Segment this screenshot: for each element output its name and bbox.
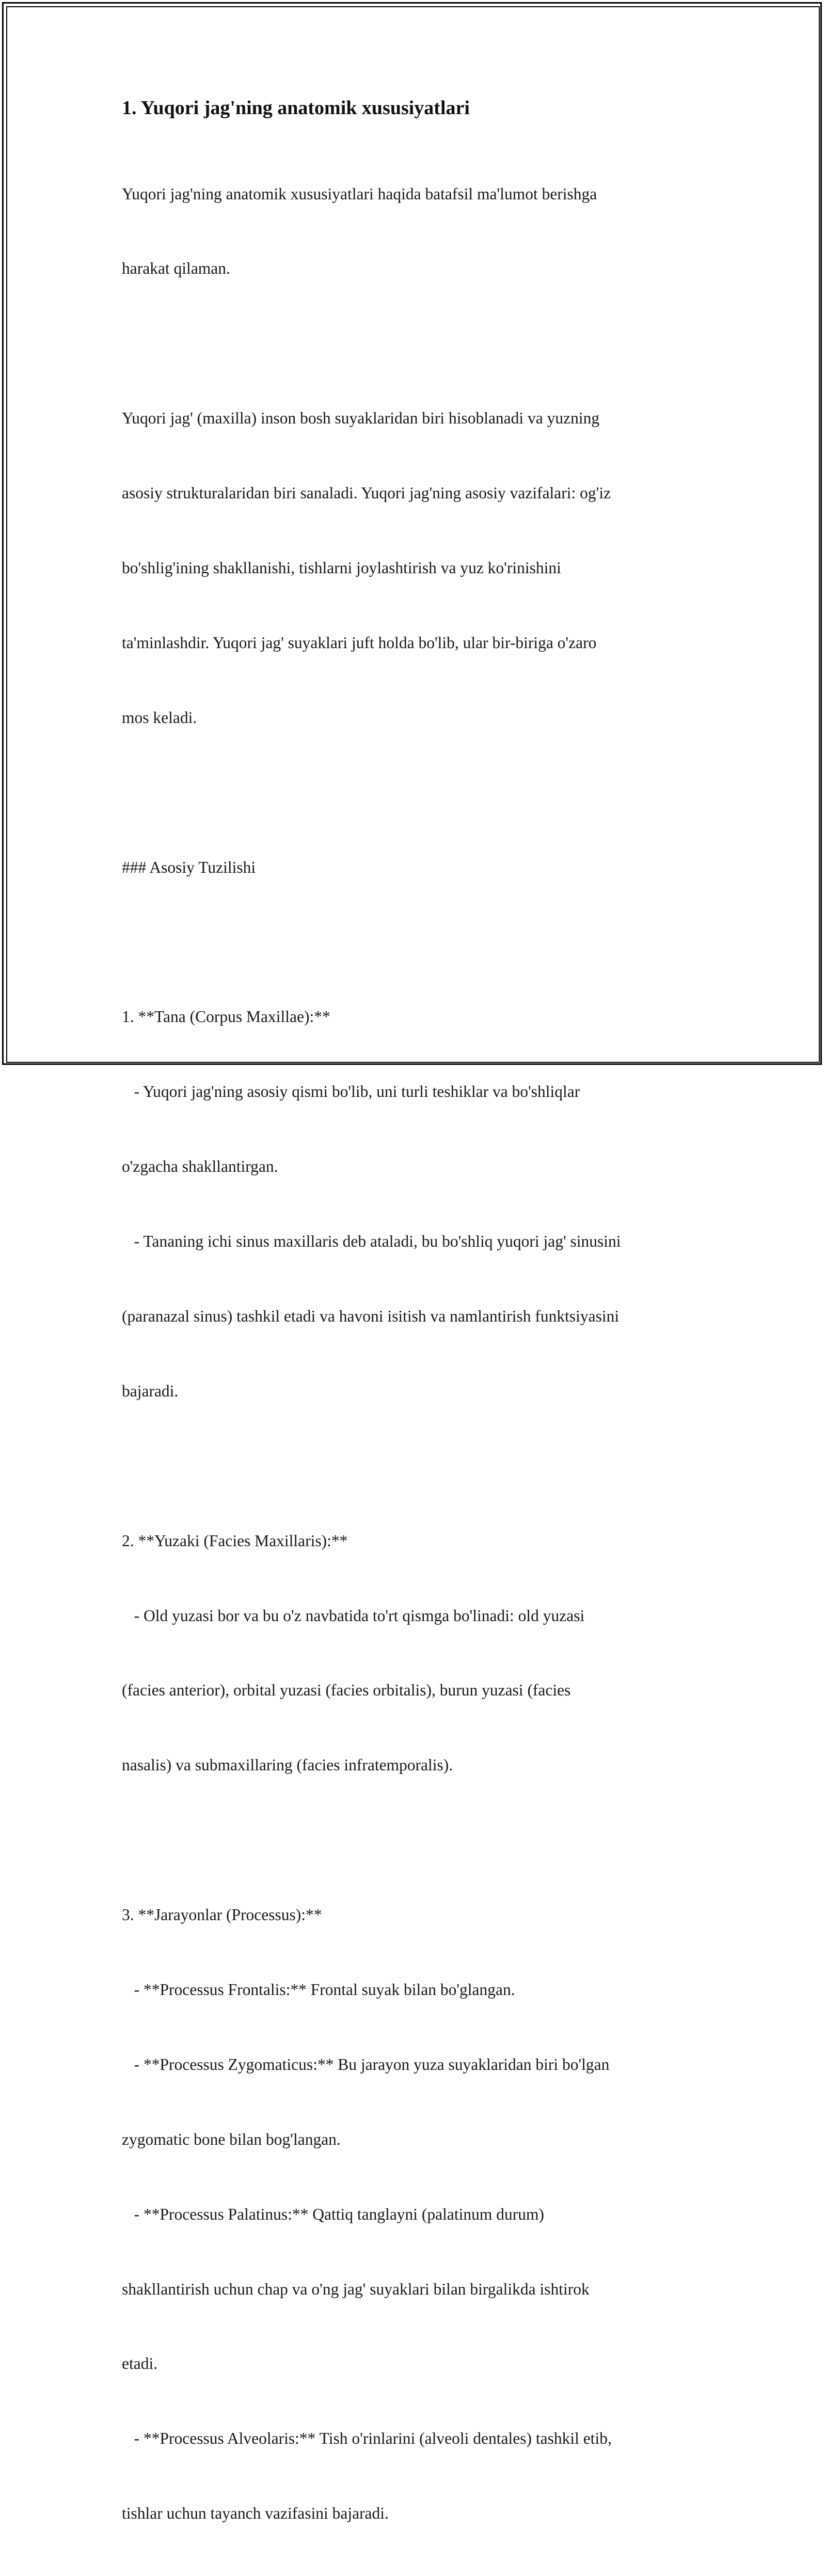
text-line: Yuqori jag' (maxilla) inson bosh suyaklaridan biri hisoblanadi va yuzning: [122, 409, 600, 428]
section-body: [122, 132, 710, 2576]
text-line: - Yuqori jag'ning asosiy qismi bo'lib, uni turli teshiklar va bo'shliqlar: [122, 1082, 580, 1101]
text-line: - **Processus Zygomaticus:** Bu jarayon yuza suyaklaridan biri bo'lgan: [122, 2055, 610, 2074]
text-line: 2. **Yuzaki (Facies Maxillaris):**: [122, 1531, 348, 1550]
text-line: ta'minlashdir. Yuqori jag' suyaklari juft holda bo'lib, ular bir-biriga o'zaro: [122, 633, 597, 652]
text-line: harakat qilaman.: [122, 259, 230, 278]
text-line: Yuqori jag'ning anatomik xususiyatlari haqida batafsil ma'lumot berishga: [122, 184, 597, 203]
text-line: tishlar uchun tayanch vazifasini bajaradi.: [122, 2504, 389, 2523]
text-line: - **Processus Frontalis:** Frontal suyak bilan bo'glangan.: [122, 1980, 515, 1999]
text-line: 3. **Jarayonlar (Processus):**: [122, 1906, 322, 1924]
text-line: - **Processus Alveolaris:** Tish o'rinlarini (alveoli dentales) tashkil etib,: [122, 2429, 612, 2448]
text-line: - Old yuzasi bor va bu o'z navbatida to'rt qismga bo'linadi: old yuzasi: [122, 1606, 585, 1625]
text-line: asosiy strukturalaridan biri sanaladi. Yuqori jag'ning asosiy vazifalari: og'iz: [122, 484, 611, 502]
text-line: (paranazal sinus) tashkil etadi va havoni isitish va namlantirish funktsiyasini: [122, 1307, 620, 1325]
text-line: [122, 331, 710, 356]
text-line: [122, 780, 710, 805]
text-line: [122, 1454, 710, 1479]
text-line: bo'shlig'ining shakllanishi, tishlarni joylashtirish va yuz ko'rinishini: [122, 559, 561, 577]
document-content: [122, 96, 710, 2576]
text-line: - **Processus Palatinus:** Qattiq tanglayni (palatinum durum): [122, 2205, 545, 2223]
text-line: zygomatic bone bilan bog'langan.: [122, 2130, 341, 2148]
text-line: etadi.: [122, 2354, 158, 2373]
text-line: (facies anterior), orbital yuzasi (facies orbitalis), burun yuzasi (facies: [122, 1681, 571, 1700]
text-line: bajaradi.: [122, 1381, 179, 1400]
text-line: ### Asosiy Tuzilishi: [122, 858, 256, 876]
text-line: o'zgacha shakllantirgan.: [122, 1157, 278, 1176]
text-line: nasalis) va submaxillaring (facies infratemporalis).: [122, 1756, 453, 1774]
text-line: 1. **Tana (Corpus Maxillae):**: [122, 1008, 330, 1026]
text-line: mos keladi.: [122, 708, 197, 727]
text-line: [122, 930, 710, 955]
text-line: [122, 1828, 710, 1852]
text-line: - Tananing ichi sinus maxillaris deb ataladi, bu bo'shliq yuqori jag' sinusini: [122, 1232, 621, 1251]
section-heading: 1. Yuqori jag'ning anatomik xususiyatlari: [122, 97, 470, 119]
text-line: shakllantirish uchun chap va o'ng jag' suyaklari bilan birgalikda ishtirok: [122, 2280, 590, 2298]
